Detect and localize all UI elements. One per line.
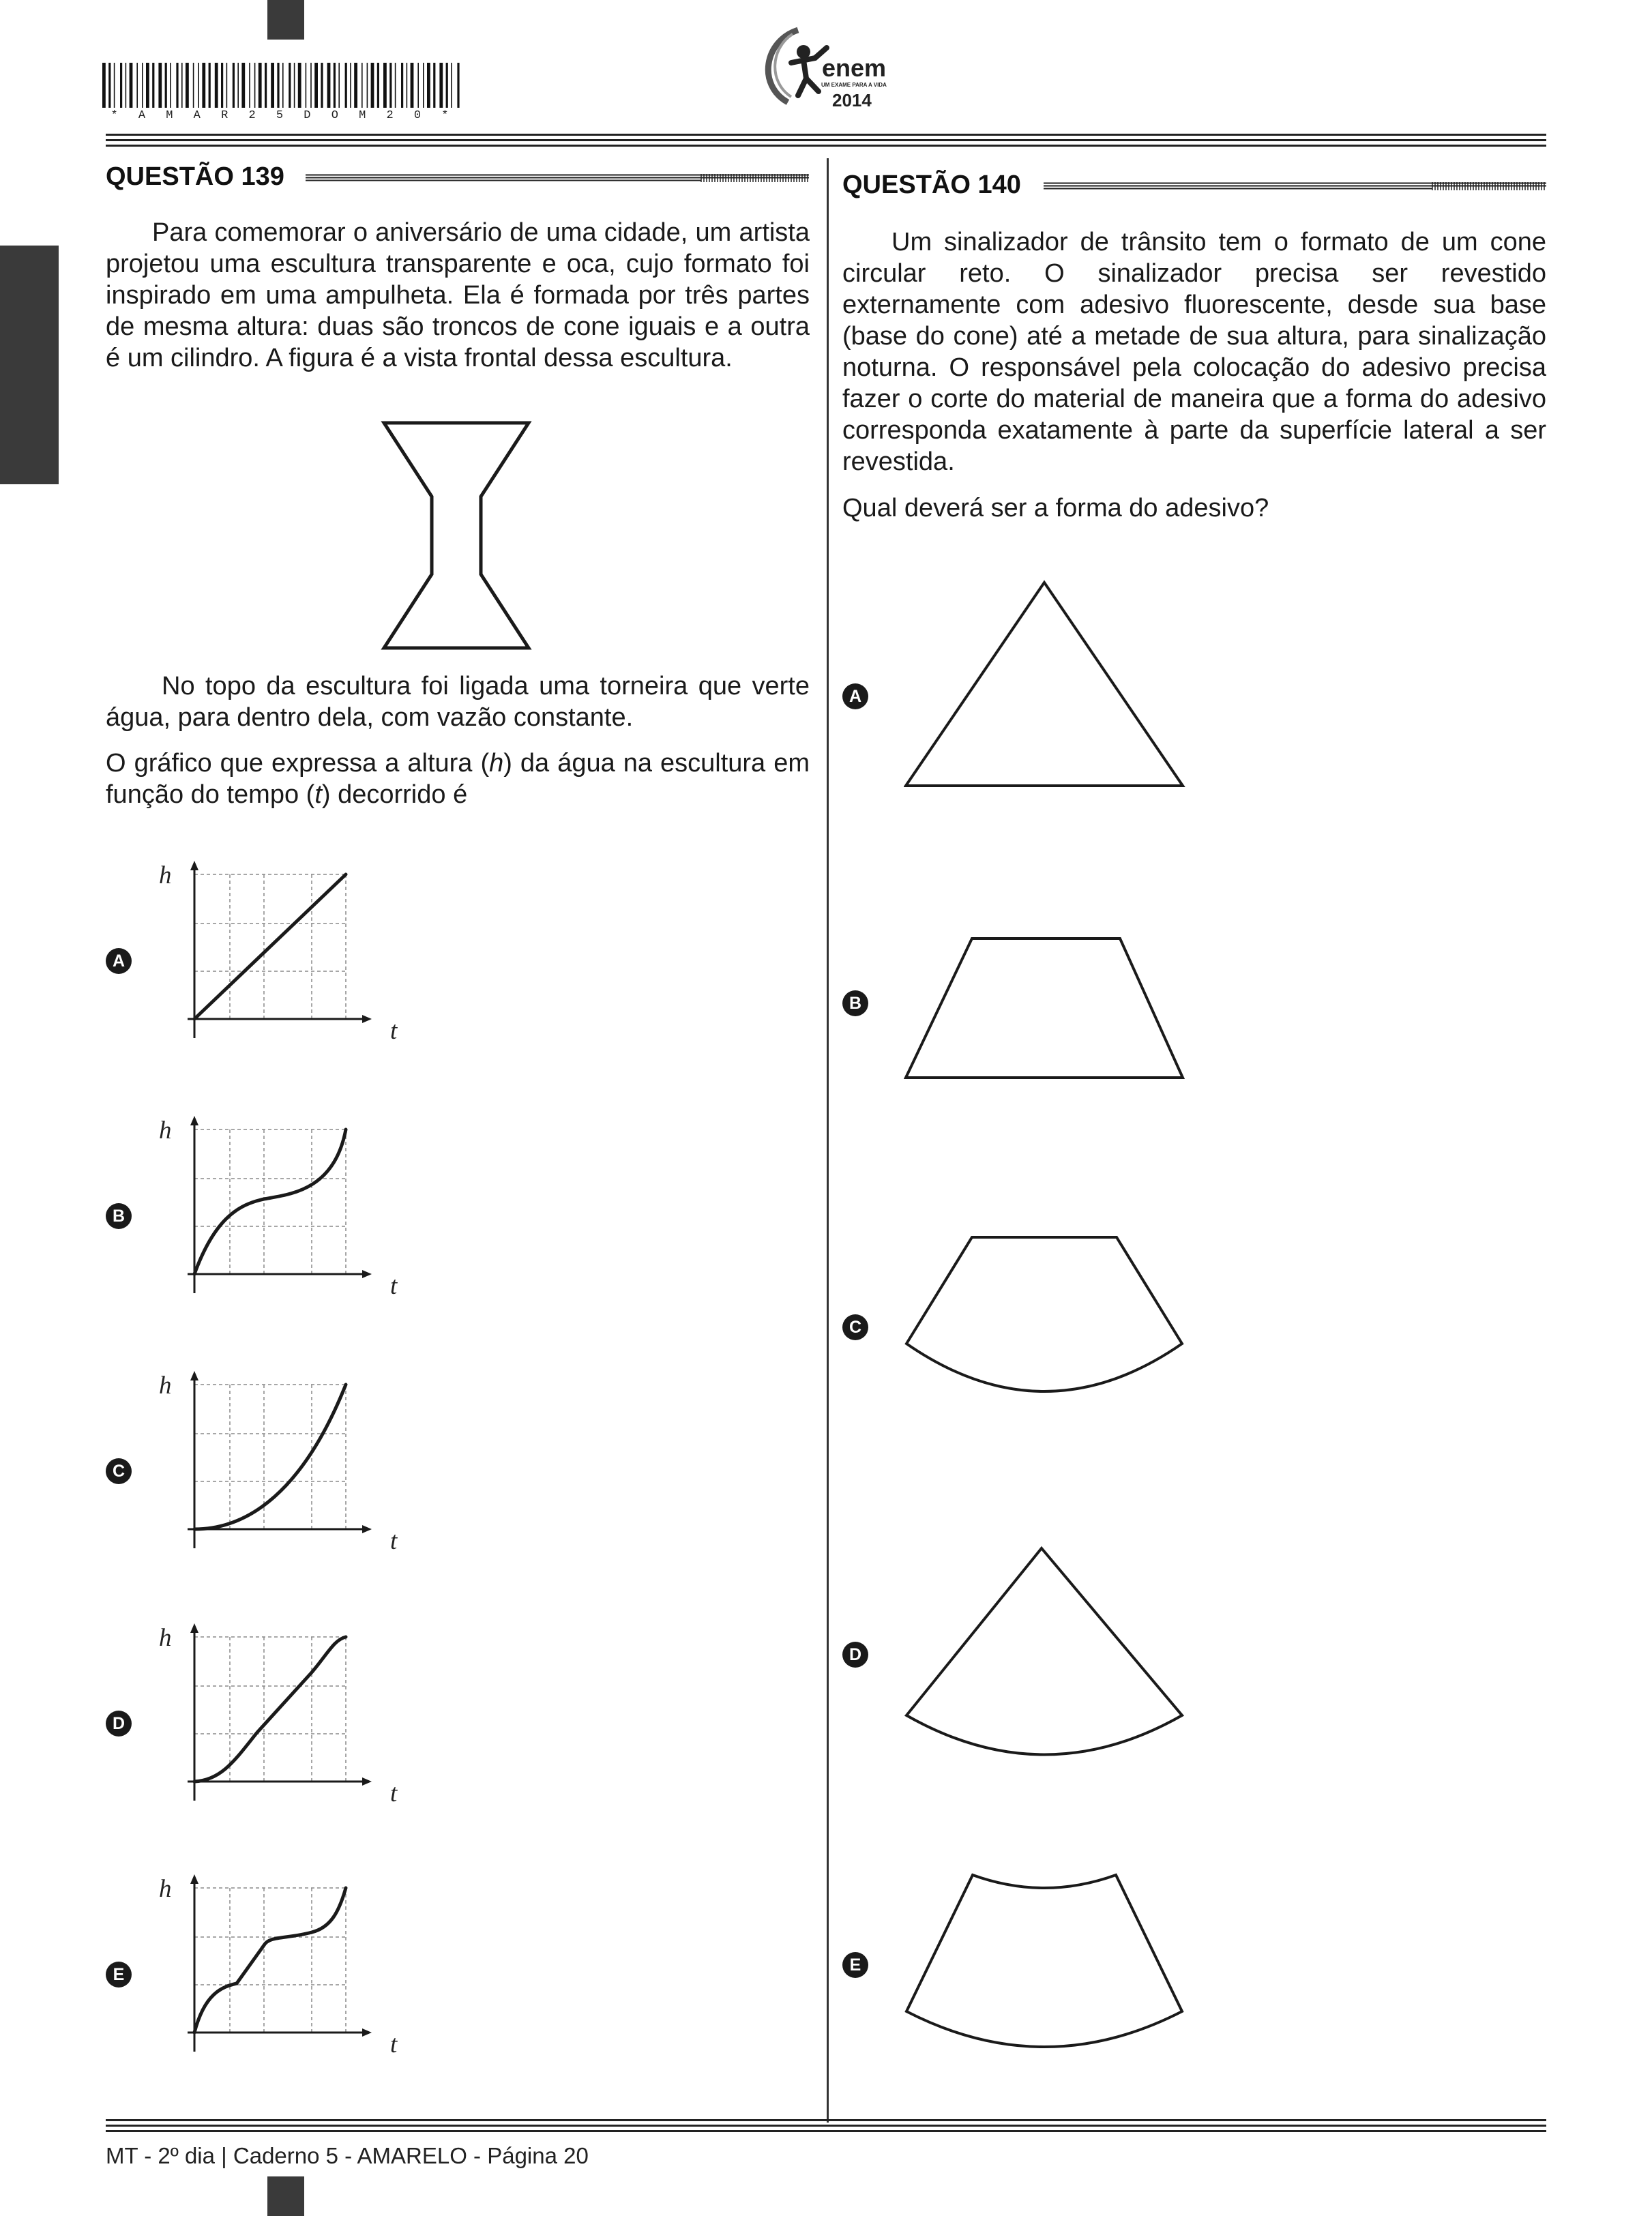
x-axis-label: t [390,2030,398,2058]
annular-sector-shape [904,1865,1204,2070]
circular-sector-shape [904,1541,1204,1767]
header-rule-3 [106,145,1546,147]
option-badge: E [106,1962,132,1988]
barcode-bar [249,63,250,108]
barcode-bar [321,63,323,108]
prompt-part-3: ) decorrido é [321,780,468,809]
barcode-bar [233,63,235,108]
y-axis-arrow-icon [190,1623,198,1633]
barcode-bar [158,63,162,108]
height-time-curve [194,1888,346,2033]
barcode-bar [371,63,374,108]
barcode-bar [126,63,127,108]
footer-rule-1 [106,2119,1546,2121]
x-axis-arrow-icon [362,1525,372,1533]
trapezoid-shape [904,928,1204,1091]
barcode-bar [446,63,448,108]
barcode-bar [314,63,318,108]
page-footer: MT - 2º dia | Caderno 5 - AMARELO - Página 20 [106,2143,589,2168]
barcode-bar [350,63,351,108]
barcode-bar [259,63,262,108]
barcode-bar [209,63,211,108]
barcode-bar [457,63,459,108]
y-axis-arrow-icon [190,1116,198,1125]
barcode-bar [334,63,336,108]
graph-d [167,1623,426,1828]
barcode-bar [411,63,414,108]
graph-e [167,1874,426,2079]
barcode-bar [451,63,452,108]
triangle-shape [904,573,1204,798]
column-divider [827,158,829,2123]
barcode-bar [282,63,284,108]
barcode-bar [417,63,419,108]
barcode-bar [241,63,245,108]
prompt-part-1: O gráfico que expressa a altura ( [106,749,490,778]
barcode-bar [108,63,110,108]
q139-option-c[interactable] [106,1371,447,1576]
option-badge: B [842,990,868,1016]
height-time-curve [194,1129,346,1274]
barcode-bar [401,63,403,108]
height-time-curve [194,1637,346,1782]
barcode-bar [367,63,368,108]
barcode-bar [265,63,267,108]
barcode-bar [306,63,307,108]
barcode-bar [176,63,178,108]
barcode-bar [289,63,291,108]
prompt-t: t [314,780,322,809]
question-139-intro: Para comemorar o aniversário de uma cidade, um artista projetou uma escultura transparente e oca, cujo formato foi inspirado em uma ampulheta. Ela é formada por três partes de mesma altura: duas são troncos de cone iguais e a outra é um cilindro. A figura é a vista frontal dessa escultura. [106,218,810,372]
barcode-bar [136,63,138,108]
y-axis-label: h [159,1875,172,1903]
x-axis-label: t [390,1272,398,1300]
option-badge: C [842,1314,868,1340]
header-rule-2 [106,139,1546,141]
barcode-bar [186,63,189,108]
x-axis-arrow-icon [362,1015,372,1023]
y-axis-arrow-icon [190,1371,198,1380]
barcode-bar [389,63,392,108]
barcode-bar [254,63,256,108]
top-marker-tab [267,0,304,40]
barcode-bar [294,63,295,108]
logo-brand: enem [822,54,887,82]
barcode-bar [130,63,133,108]
barcode-bar [271,63,274,108]
graph-b [167,1116,426,1320]
barcode-bar [407,63,408,108]
y-axis-label: h [159,861,172,889]
barcode-bar [427,63,430,108]
q140-option-b[interactable] [842,928,1224,1091]
q140-option-d[interactable] [842,1541,1224,1767]
barcode-bar [146,63,149,108]
barcode-bar [120,63,122,108]
option-badge: E [842,1952,868,1978]
barcode-bar [383,63,387,108]
prompt-h: h [489,749,504,778]
footer-rule-3 [106,2130,1546,2132]
q140-option-e[interactable] [842,1865,1224,2070]
question-139-prompt [106,748,810,810]
y-axis-arrow-icon [190,1874,198,1884]
barcode [102,63,464,108]
x-axis-arrow-icon [362,2028,372,2037]
q139-option-e[interactable] [106,1874,447,2079]
question-140-title-rule [1044,182,1546,190]
barcode-bar [395,63,396,108]
barcode-bar [345,63,347,108]
barcode-bar [165,63,167,108]
barcode-bar [327,63,331,108]
footer-rule-2 [106,2125,1546,2127]
barcode-bar [354,63,357,108]
barcode-bar [181,63,183,108]
barcode-bar [102,63,106,108]
paragraph-2-text: No topo da escultura foi ligada uma torneira que verte água, para dentro dela, com vazão constante. [106,672,810,732]
side-marker-tab [0,246,59,484]
question-140-title: QUESTÃO 140 [842,171,1021,199]
prompt-part-2: ) da água na escultura em função do tempo ( [106,749,810,809]
option-badge: A [106,948,132,974]
logo-tagline: UM EXAME PARA A VIDA [821,82,887,88]
option-badge: D [842,1642,868,1668]
barcode-bar [170,63,171,108]
barcode-bar [237,63,239,108]
question-139-paragraph-2 [106,670,810,733]
barcode-bar [114,63,115,108]
barcode-bar [338,63,340,108]
question-140-prompt: Qual deverá ser a forma do adesivo? [842,494,1269,522]
barcode-bar [377,63,379,108]
barcode-bar [193,63,194,108]
barcode-bar [439,63,443,108]
enem-logo [750,20,907,116]
height-time-curve [194,1385,346,1529]
barcode-bar [226,63,228,108]
q139-option-a[interactable] [106,861,447,1065]
x-axis-label: t [390,1527,398,1555]
barcode-bar [221,63,223,108]
barcode-bar [202,63,205,108]
header-rule-1 [106,134,1546,136]
q140-option-a[interactable] [842,573,1224,798]
y-axis-label: h [159,1624,172,1652]
barcode-bar [215,63,218,108]
q139-option-d[interactable] [106,1623,447,1828]
barcode-bar [310,63,312,108]
bottom-marker-tab [267,2176,304,2216]
barcode-bar [433,63,435,108]
x-axis-arrow-icon [362,1777,372,1786]
barcode-bar [298,63,301,108]
question-139-title: QUESTÃO 139 [106,162,284,191]
barcode-text: * A M A R 2 5 D O M 2 0 * [110,109,456,122]
y-axis-label: h [159,1372,172,1400]
x-axis-label: t [390,1779,398,1807]
height-time-curve [194,874,346,1019]
y-axis-label: h [159,1117,172,1144]
barcode-bar [277,63,279,108]
question-140-intro: Um sinalizador de trânsito tem o formato de um cone circular reto. O sinalizador precisa ser revestido externamente com adesivo fluorescente, desde sua base (base do cone) até a metade de sua altura, para sinalização noturna. O responsável pela colocação do adesivo precisa fazer o corte do material de maneira que a forma do adesivo corresponda exatamente à parte da superfície lateral a ser revestida. [842,228,1546,476]
curved-trapezoid-shape [904,1228,1204,1432]
hourglass-sculpture-figure [379,416,535,655]
logo-year: 2014 [832,90,872,110]
option-badge: B [106,1203,132,1229]
y-axis-arrow-icon [190,861,198,870]
barcode-bar [198,63,199,108]
barcode-bar [152,63,154,108]
option-badge: D [106,1711,132,1737]
barcode-bar [362,63,363,108]
q140-option-c[interactable] [842,1228,1224,1432]
question-139-title-rule [306,174,809,182]
barcode-bar [142,63,143,108]
option-badge: A [842,683,868,709]
graph-a [167,861,426,1065]
graph-c [167,1371,426,1576]
q139-option-b[interactable] [106,1116,447,1320]
barcode-bar [423,63,424,108]
x-axis-label: t [390,1017,398,1045]
x-axis-arrow-icon [362,1270,372,1278]
option-badge: C [106,1458,132,1484]
